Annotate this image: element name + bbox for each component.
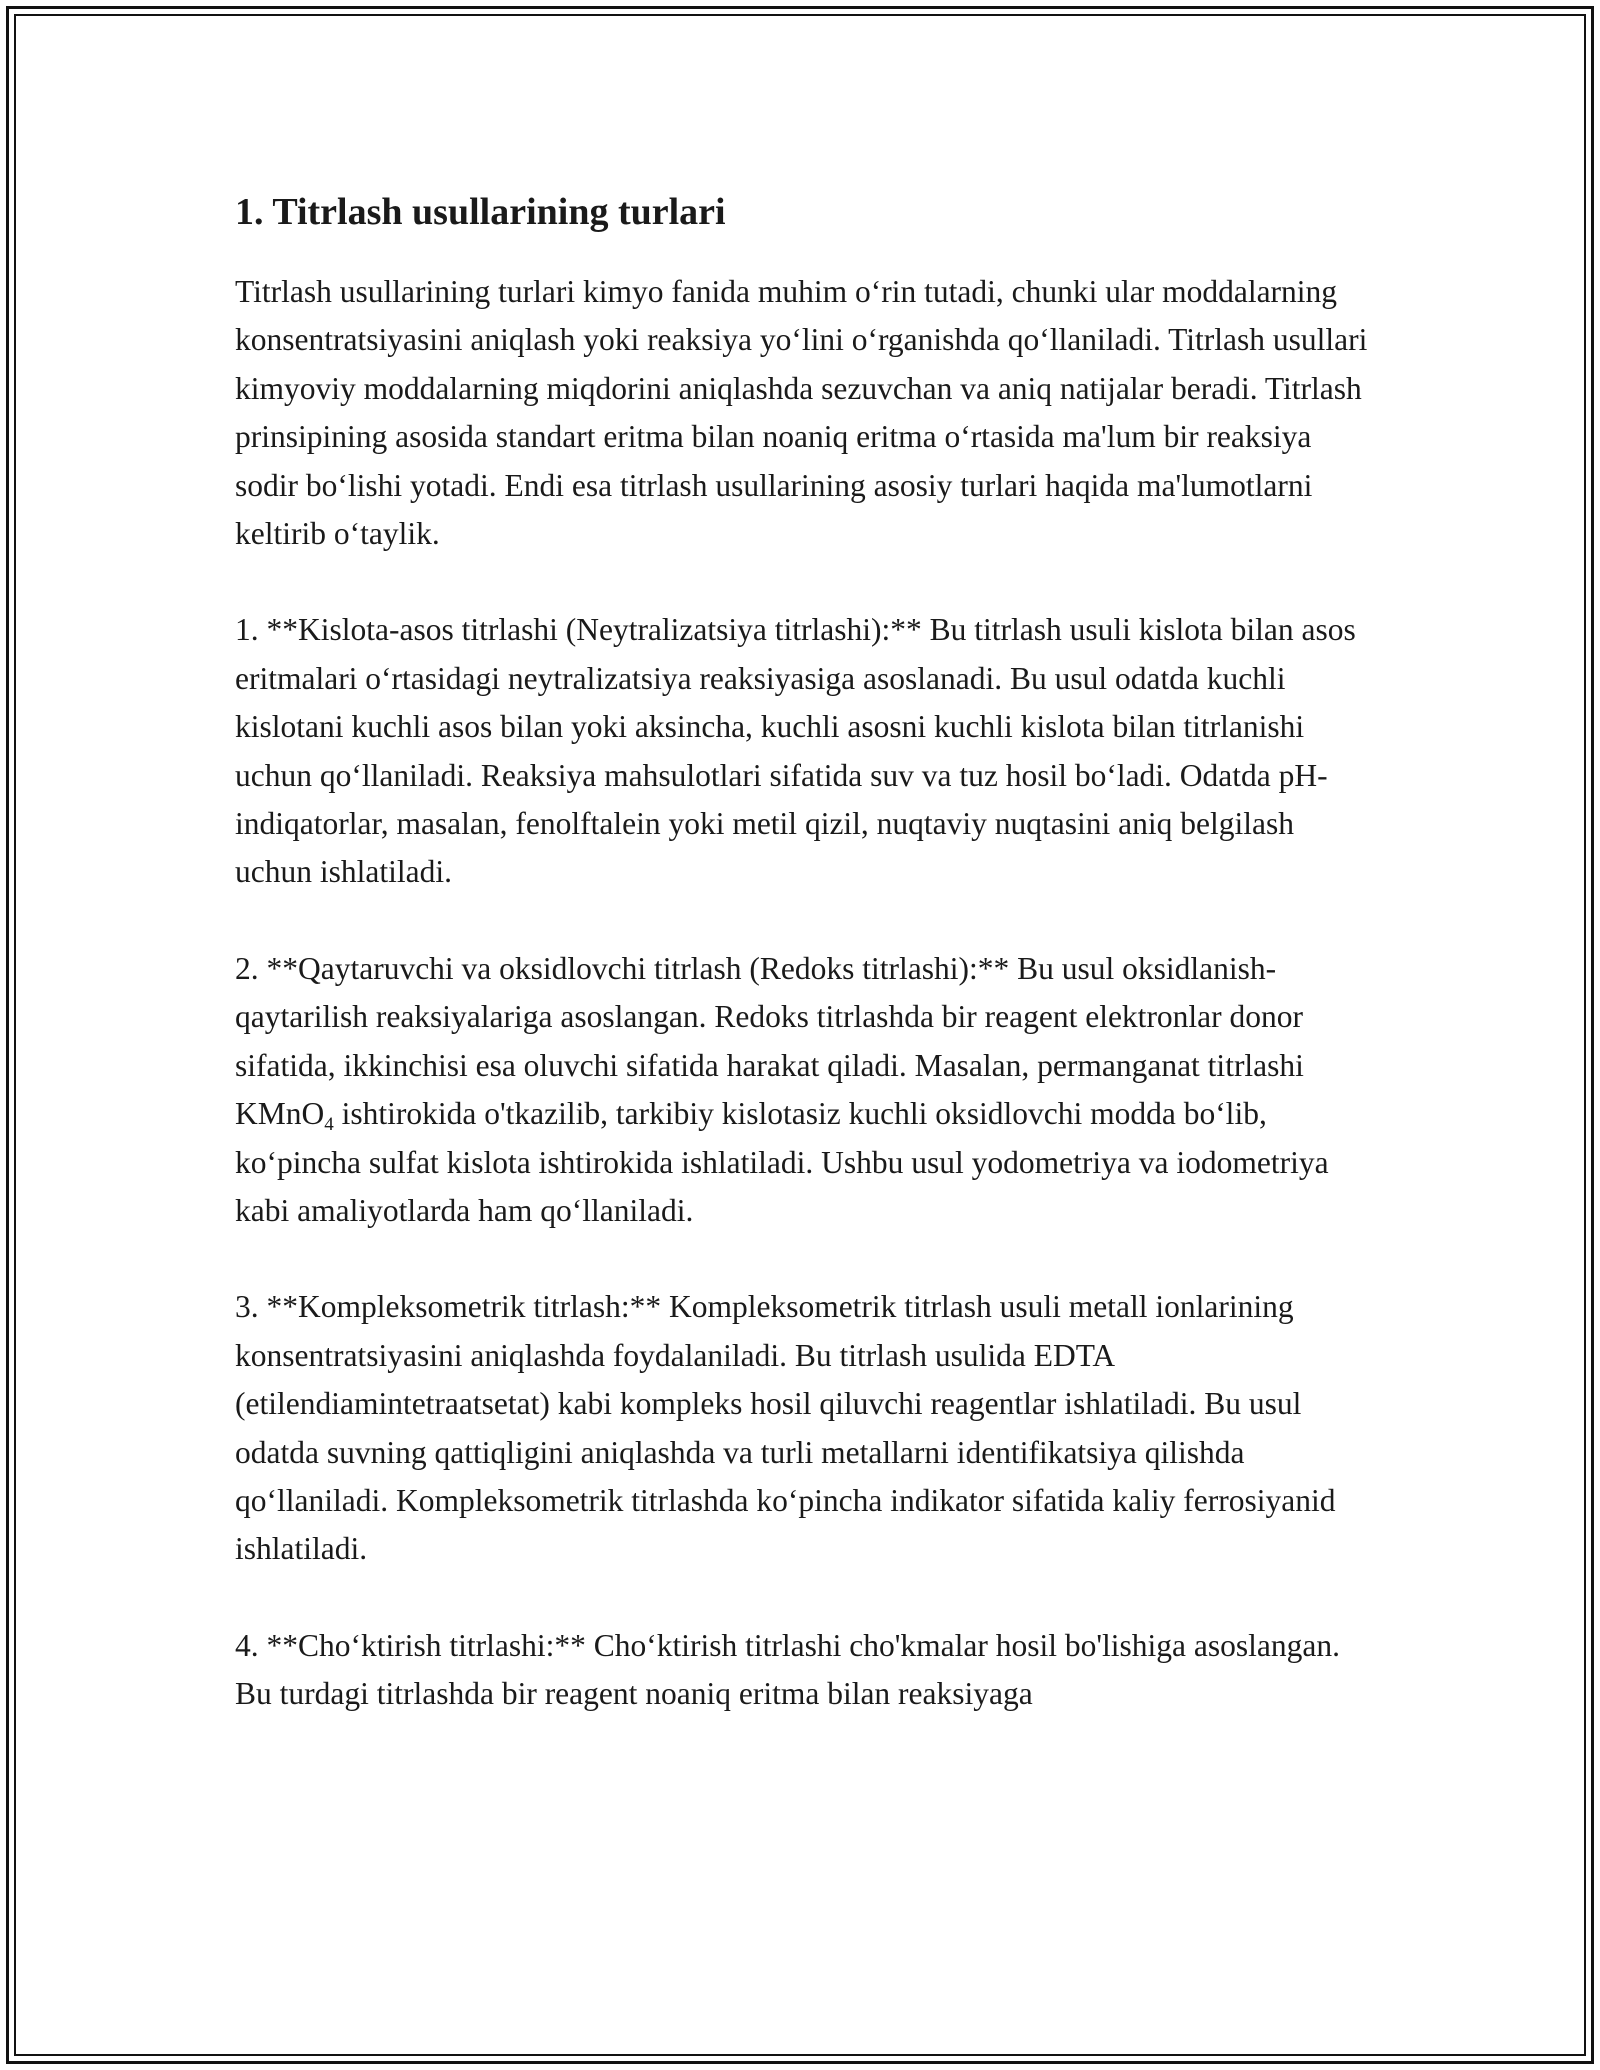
redox-text-after: ishtirokida o'tkazilib, tarkibiy kislotasiz kuchli oksidlovchi modda bo‘lib, ko‘pincha sulfat kislota ishtirokida ishlatiladi. Ushbu usul yodometriya va iodometriya kabi amaliyotlarda ham qo‘llaniladi. xyxy=(235,1096,1329,1228)
redox-text-before: 2. **Qaytaruvchi va oksidlovchi titrlash (Redoks titrlashi):** Bu usul oksidlanish-qaytarilish reaksiyalariga asoslangan. Redoks titrlashda bir reagent elektronlar donor sifatida, ikkinchisi esa oluvchi sifatida harakat qiladi. Masalan, permanganat titrlashi KMnO xyxy=(235,950,1304,1132)
intro-paragraph: Titrlash usullarining turlari kimyo fanida muhim o‘rin tutadi, chunki ular moddalarning konsentratsiyasini aniqlash yoki reaksiya yo‘lini o‘rganishda qo‘llaniladi. Titrlash usullari kimyoviy moddalarning miqdorini aniqlashda sezuvchan va aniq natijalar beradi. Titrlash prinsipining asosida standart eritma bilan noaniq eritma o‘rtasida ma'lum bir reaksiya sodir bo‘lishi yotadi. Endi esa titrlash usullarining asosiy turlari haqida ma'lumotlarni keltirib o‘taylik. xyxy=(235,274,1368,552)
list-item-precipitation: 4. **Cho‘ktirish titrlashi:** Cho‘ktirish titrlashi cho'kmalar hosil bo'lishiga asoslangan. Bu turdagi titrlashda bir reagent noaniq eritma bilan reaksiyaga xyxy=(235,1627,1340,1712)
list-item-acid-base: 1. **Kislota-asos titrlashi (Neytralizatsiya titrlashi):** Bu titrlash usuli kislota bilan asos eritmalari o‘rtasidagi neytralizatsiya reaksiyasiga asoslanadi. Bu usul odatda kuchli kislotani kuchli asos bilan yoki aksincha, kuchli asosni kuchli kislota bilan titrlanishi uchun qo‘llaniladi. Reaksiya mahsulotlari sifatida suv va tuz hosil bo‘ladi. Odatda pH-indiqatorlar, masalan, fenolftalein yoki metil qizil, nuqtaviy nuqtasini aniq belgilash uchun ishlatiladi. xyxy=(235,612,1356,890)
formula-subscript: 4 xyxy=(324,1114,334,1136)
section-heading: 1. Titrlash usullarining turlari xyxy=(235,191,726,233)
list-item-redox xyxy=(235,945,1375,1235)
list-item-complexometric: 3. **Kompleksometrik titrlash:** Kompleksometrik titrlash usuli metall ionlarining konsentratsiyasini aniqlashda foydalaniladi. Bu titrlash usulida EDTA (etilendiamintetraatsetat) kabi kompleks hosil qiluvchi reagentlar ishlatiladi. Bu usul odatda suvning qattiqligini aniqlashda va turli metallarni identifikatsiya qilishda qo‘llaniladi. Kompleksometrik titrlashda ko‘pincha indikator sifatida kaliy ferrosiyanid ishlatiladi. xyxy=(235,1289,1336,1567)
document-page xyxy=(235,184,1375,1767)
